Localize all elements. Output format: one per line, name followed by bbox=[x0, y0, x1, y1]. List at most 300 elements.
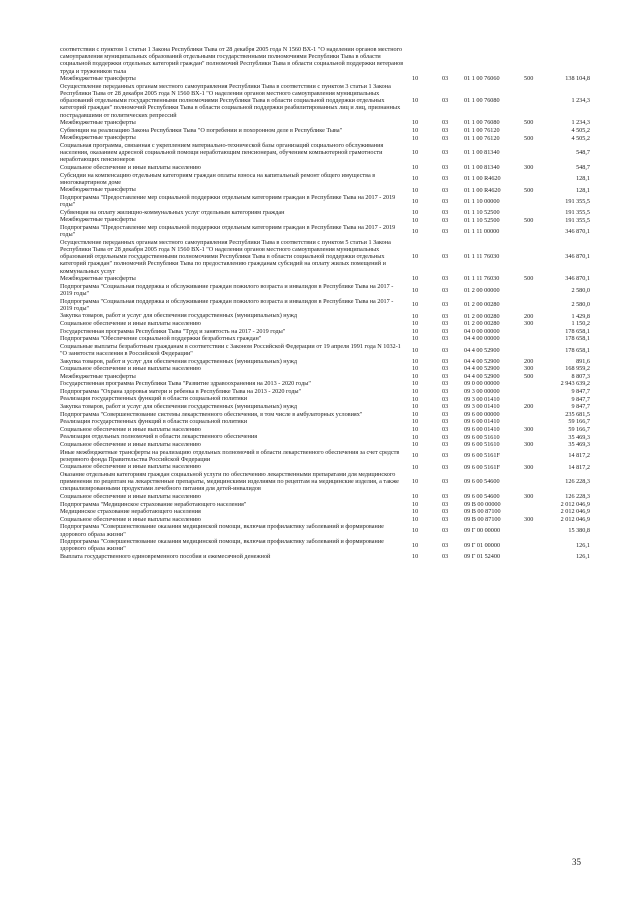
row-expense-type: 200 bbox=[524, 312, 534, 320]
row-expense-type: 500 bbox=[524, 119, 534, 127]
row-name: Подпрограмма "Медицинское страхование неработающего населения" bbox=[60, 500, 247, 508]
row-expense-type bbox=[524, 194, 552, 209]
row-name: Осуществление переданных органам местного самоуправления Республики Тыва в соответствии с пунктом 5 статьи 1 Закона Республики Тыва от 28 декабря 2005 года N 1560 ВХ-1 "О наделении органов местного самоуправления муниципальных образований отдельными государственными полномочиями Республики Тыва в области социальной поддержки отдельных категорий граждан" полномочий Республики Тыва по предоставлению гражданам субсидий на оплату жилых помещений и коммунальных услуг bbox=[60, 238, 391, 275]
row-amount: 891,6 bbox=[576, 357, 590, 365]
row-section: 10 bbox=[412, 527, 419, 535]
row-amount: 59 166,7 bbox=[568, 418, 590, 426]
row-section: 10 bbox=[412, 134, 419, 142]
table-row bbox=[60, 46, 590, 75]
row-expense-type bbox=[524, 298, 552, 313]
row-subsection: 03 bbox=[442, 197, 449, 205]
row-section: 10 bbox=[412, 164, 419, 172]
row-expense-type bbox=[524, 335, 552, 343]
row-subsection: 03 bbox=[442, 119, 449, 127]
row-subsection: 03 bbox=[442, 186, 449, 194]
row-amount: 235 681,5 bbox=[565, 410, 590, 418]
row-amount: 126 228,3 bbox=[565, 493, 590, 501]
row-target-code: 09 Г 00 00000 bbox=[464, 527, 501, 535]
row-subsection: 03 bbox=[442, 478, 449, 486]
row-expense-type bbox=[524, 471, 552, 493]
row-section: 10 bbox=[412, 380, 419, 388]
row-name: Оказание отдельным категориям граждан социальной услуги по обеспечению лекарственными препаратами для медицинского применения по рецептам на лекарственные препараты, медицинскими изделиями по рецептам на медицинские изделия, а также специализированными продуктами лечебного питания для детей-инвалидов bbox=[60, 471, 399, 493]
table-row bbox=[60, 186, 590, 194]
row-amount: 168 959,2 bbox=[565, 365, 590, 373]
row-amount: 4 505,2 bbox=[571, 126, 590, 134]
row-subsection: 03 bbox=[442, 418, 449, 426]
row-target-code: 09 6 00 51610 bbox=[464, 433, 500, 441]
row-amount: 138 104,8 bbox=[565, 75, 590, 83]
row-amount: 346 870,1 bbox=[565, 253, 590, 261]
row-name: Социальное обеспечение и иные выплаты населению bbox=[60, 515, 201, 523]
row-expense-type: 200 bbox=[524, 357, 534, 365]
row-expense-type: 500 bbox=[524, 134, 534, 142]
row-subsection: 03 bbox=[442, 208, 449, 216]
row-target-code: 01 1 00 76060 bbox=[464, 75, 500, 83]
row-name: Выплата государственного единовременного пособия и ежемесячной денежной bbox=[60, 553, 271, 560]
table-row bbox=[60, 224, 590, 239]
row-amount: 548,7 bbox=[576, 164, 590, 172]
row-amount: 4 505,2 bbox=[571, 134, 590, 142]
row-target-code: 01 1 10 52500 bbox=[464, 208, 500, 216]
row-section: 10 bbox=[412, 312, 419, 320]
row-name: Подпрограмма "Обеспечение социальной поддержки безработных граждан" bbox=[60, 335, 262, 343]
row-expense-type bbox=[524, 449, 552, 464]
row-amount: 178 658,1 bbox=[565, 346, 590, 354]
row-amount: 178 658,1 bbox=[565, 327, 590, 335]
row-amount: 9 847,7 bbox=[571, 403, 590, 411]
row-amount: 35 469,3 bbox=[568, 433, 590, 441]
row-target-code: 01 1 11 76030 bbox=[464, 275, 500, 283]
row-section: 10 bbox=[412, 346, 419, 354]
row-expense-type bbox=[524, 209, 552, 217]
row-amount: 178 658,1 bbox=[565, 335, 590, 343]
row-amount: 15 380,8 bbox=[568, 527, 590, 535]
row-target-code: 01 1 10 00000 bbox=[464, 197, 500, 205]
row-name: Подпрограмма "Предоставление мер социальной поддержки отдельным категориям граждан в Республике Тыва на 2017 - 2019 годы" bbox=[60, 193, 396, 209]
row-target-code: 09 3 00 01410 bbox=[464, 403, 500, 411]
row-section: 10 bbox=[412, 75, 419, 83]
row-subsection: 03 bbox=[442, 542, 449, 549]
budget-table-body bbox=[60, 46, 590, 561]
row-target-code: 01 1 00 76080 bbox=[464, 119, 500, 127]
row-target-code: 09 6 00 51610 bbox=[464, 441, 500, 449]
row-target-code: 01 1 00 76120 bbox=[464, 134, 500, 142]
row-subsection: 03 bbox=[442, 463, 449, 471]
row-section: 10 bbox=[412, 508, 419, 516]
row-subsection: 03 bbox=[442, 346, 449, 354]
table-row bbox=[60, 516, 590, 524]
row-subsection: 03 bbox=[442, 216, 449, 224]
row-expense-type: 300 bbox=[524, 516, 534, 523]
table-row bbox=[60, 538, 590, 553]
table-row bbox=[60, 335, 590, 343]
page-number: 35 bbox=[572, 857, 581, 867]
table-row bbox=[60, 164, 590, 172]
row-subsection: 03 bbox=[442, 493, 449, 501]
row-amount: 2 580,0 bbox=[571, 301, 590, 309]
row-subsection: 03 bbox=[442, 301, 449, 309]
row-amount: 35 469,3 bbox=[568, 441, 590, 449]
row-section: 10 bbox=[412, 253, 419, 261]
table-row bbox=[60, 418, 590, 426]
row-amount: 1 429,8 bbox=[571, 312, 590, 320]
row-target-code: 01 2 00 00280 bbox=[464, 301, 500, 309]
row-target-code: 04 4 00 00000 bbox=[464, 335, 500, 343]
row-name: соответствии с пунктом 1 статьи 1 Закона Республики Тыва от 28 декабря 2005 года N 1560 ВХ-1 "О наделении органов местного самоуправления муниципальных образований отдельными государственными полномочиями Республики Тыва в области социальной поддержки отдельных категорий граждан" полномочий Республики Тыва в области социальной поддержки ветеранов труда и тружеников тыла bbox=[60, 46, 404, 75]
table-row bbox=[60, 433, 590, 441]
row-target-code: 09 Г 01 52400 bbox=[464, 553, 501, 561]
row-amount: 128,1 bbox=[576, 186, 590, 194]
row-target-code: 01 1 00 R4620 bbox=[464, 175, 501, 183]
table-row bbox=[60, 403, 590, 411]
row-subsection: 03 bbox=[442, 149, 449, 157]
row-expense-type bbox=[524, 538, 552, 553]
table-row bbox=[60, 553, 590, 561]
row-subsection: 03 bbox=[442, 553, 449, 561]
row-section: 10 bbox=[412, 320, 419, 328]
row-amount: 14 817,2 bbox=[568, 463, 590, 471]
table-row bbox=[60, 395, 590, 403]
row-name: Реализация государственных функций в области социальной политики bbox=[60, 418, 248, 426]
table-row bbox=[60, 119, 590, 127]
row-subsection: 03 bbox=[442, 327, 449, 335]
row-subsection: 03 bbox=[442, 410, 449, 418]
table-row bbox=[60, 343, 590, 358]
table-row bbox=[60, 501, 590, 509]
row-amount: 1 234,3 bbox=[571, 119, 590, 127]
row-section: 10 bbox=[412, 126, 419, 134]
row-name: Закупка товаров, работ и услуг для обеспечения государственных (муниципальных) нужд bbox=[60, 312, 298, 320]
row-expense-type: 300 bbox=[524, 463, 534, 471]
row-section: 10 bbox=[412, 301, 419, 309]
row-amount: 2 012 046,9 bbox=[560, 500, 590, 508]
row-target-code: 01 1 00 81340 bbox=[464, 164, 500, 172]
row-amount: 8 807,3 bbox=[571, 372, 590, 380]
row-amount: 14 817,2 bbox=[568, 452, 590, 460]
row-amount: 128,1 bbox=[576, 175, 590, 183]
row-section bbox=[404, 46, 442, 75]
row-section: 10 bbox=[412, 395, 419, 403]
row-subsection: 03 bbox=[442, 175, 449, 183]
row-name: Подпрограмма "Социальная поддержка и обслуживание граждан пожилого возраста и инвалидов в Республике Тыва на 2017 - 2019 годы" bbox=[60, 297, 394, 312]
row-name: Межбюджетные трансферты bbox=[60, 186, 136, 194]
row-subsection: 03 bbox=[442, 365, 449, 373]
row-amount: 1 150,2 bbox=[571, 320, 590, 328]
row-section: 10 bbox=[412, 418, 419, 426]
row-target-code: 09 В 00 87100 bbox=[464, 516, 501, 523]
row-name: Осуществление переданных органам местного самоуправления Республики Тыва в соответствии с пунктом 3 статьи 1 Закона Республики Тыва от 28 декабря 2005 года N 1560 ВХ-1 "О наделении органов местного самоуправления муниципальных образований отдельными государственными полномочиями Республики Тыва в области социальной поддержки отдельных категорий граждан" полномочий Республики Тыва в области социальной поддержки реабилитированных лиц и лиц, признанных пострадавшими от политических репрессий bbox=[60, 82, 401, 119]
table-row bbox=[60, 239, 590, 275]
row-expense-type bbox=[524, 239, 552, 275]
row-name: Межбюджетные трансферты bbox=[60, 275, 136, 283]
row-target-code: 09 3 00 00000 bbox=[464, 388, 500, 396]
row-section: 10 bbox=[412, 365, 419, 373]
row-section: 10 bbox=[412, 216, 419, 224]
row-amount: 2 580,0 bbox=[571, 286, 590, 294]
table-row bbox=[60, 312, 590, 320]
row-name: Субвенция на оплату жилищно-коммунальных услуг отдельным категориям граждан bbox=[60, 208, 285, 216]
row-amount: 126,1 bbox=[576, 553, 590, 561]
row-amount: 548,7 bbox=[576, 149, 590, 157]
table-row bbox=[60, 298, 590, 313]
row-expense-type: 300 bbox=[524, 493, 534, 501]
row-subsection: 03 bbox=[442, 126, 449, 134]
row-subsection: 03 bbox=[442, 227, 449, 235]
row-target-code: 04 0 00 00000 bbox=[464, 327, 500, 335]
row-subsection: 03 bbox=[442, 395, 449, 403]
row-subsection: 03 bbox=[442, 164, 449, 172]
row-target-code: 01 1 00 76120 bbox=[464, 126, 500, 134]
row-target-code: 09 В 00 87100 bbox=[464, 508, 501, 516]
row-amount: 126 228,3 bbox=[565, 478, 590, 486]
table-row bbox=[60, 209, 590, 217]
row-name: Субвенции на реализацию Закона Республики Тыва "О погребении и похоронном деле в Республике Тыва" bbox=[60, 126, 343, 134]
row-section: 10 bbox=[412, 186, 419, 194]
row-expense-type bbox=[524, 172, 552, 187]
row-expense-type bbox=[524, 127, 552, 135]
row-name: Межбюджетные трансферты bbox=[60, 75, 136, 83]
row-expense-type: 200 bbox=[524, 403, 534, 411]
table-row bbox=[60, 328, 590, 336]
row-subsection: 03 bbox=[442, 380, 449, 388]
table-row bbox=[60, 441, 590, 449]
row-name: Социальное обеспечение и иные выплаты населению bbox=[60, 425, 201, 433]
row-expense-type: 500 bbox=[524, 75, 534, 83]
table-row bbox=[60, 523, 590, 538]
row-target-code bbox=[464, 46, 524, 75]
row-subsection: 03 bbox=[442, 426, 449, 434]
row-name: Подпрограмма "Совершенствование оказания медицинской помощи, включая профилактику заболеваний и формирование здорового образа жизни" bbox=[60, 538, 384, 553]
table-row bbox=[60, 388, 590, 396]
row-subsection bbox=[442, 46, 464, 75]
row-section: 10 bbox=[412, 441, 419, 449]
row-section: 10 bbox=[412, 197, 419, 205]
row-target-code: 09 В 00 00000 bbox=[464, 500, 501, 508]
row-expense-type: 300 bbox=[524, 164, 534, 172]
row-amount: 346 870,1 bbox=[565, 275, 590, 283]
row-section: 10 bbox=[412, 388, 419, 396]
row-section: 10 bbox=[412, 275, 419, 283]
row-amount: 191 355,5 bbox=[565, 197, 590, 205]
row-section: 10 bbox=[412, 119, 419, 127]
row-name: Закупка товаров, работ и услуг для обеспечения государственных (муниципальных) нужд bbox=[60, 357, 298, 365]
row-target-code: 01 2 00 00280 bbox=[464, 312, 500, 320]
table-row bbox=[60, 75, 590, 83]
row-expense-type bbox=[524, 501, 552, 509]
row-name: Межбюджетные трансферты bbox=[60, 134, 136, 142]
row-name: Социальное обеспечение и иные выплаты населению bbox=[60, 365, 201, 373]
row-target-code: 09 6 00 54600 bbox=[464, 478, 500, 486]
table-row bbox=[60, 471, 590, 493]
row-expense-type: 500 bbox=[524, 186, 534, 194]
row-expense-type bbox=[524, 83, 552, 119]
table-row bbox=[60, 411, 590, 419]
row-expense-type bbox=[524, 224, 552, 239]
row-subsection: 03 bbox=[442, 335, 449, 343]
row-target-code: 09 6 00 00000 bbox=[464, 410, 500, 418]
row-name: Подпрограмма "Социальная поддержка и обслуживание граждан пожилого возраста и инвалидов в Республике Тыва на 2017 - 2019 годы" bbox=[60, 282, 394, 297]
row-subsection: 03 bbox=[442, 441, 449, 449]
row-name: Подпрограмма "Предоставление мер социальной поддержки отдельным категориям граждан в Республике Тыва на 2017 - 2019 годы" bbox=[60, 223, 396, 239]
row-subsection: 03 bbox=[442, 388, 449, 396]
row-name: Межбюджетные трансферты bbox=[60, 372, 136, 380]
row-expense-type bbox=[524, 433, 552, 441]
row-section: 10 bbox=[412, 149, 419, 157]
budget-table bbox=[60, 46, 590, 561]
table-row bbox=[60, 127, 590, 135]
row-target-code: 09 6 00 5161F bbox=[464, 463, 500, 471]
row-section: 10 bbox=[412, 463, 419, 471]
row-target-code: 01 2 00 00000 bbox=[464, 286, 500, 294]
table-row bbox=[60, 194, 590, 209]
row-target-code: 09 6 00 01410 bbox=[464, 418, 500, 426]
row-section: 10 bbox=[412, 433, 419, 441]
row-expense-type: 500 bbox=[524, 216, 534, 224]
table-row bbox=[60, 426, 590, 434]
row-expense-type bbox=[524, 380, 552, 388]
row-target-code: 01 2 00 00280 bbox=[464, 320, 500, 328]
row-name: Социальное обеспечение и иные выплаты населению bbox=[60, 441, 201, 449]
row-section: 10 bbox=[412, 493, 419, 501]
row-subsection: 03 bbox=[442, 75, 449, 83]
row-section: 10 bbox=[412, 286, 419, 294]
row-subsection: 03 bbox=[442, 372, 449, 380]
row-target-code: 09 3 00 01410 bbox=[464, 395, 500, 403]
row-subsection: 03 bbox=[442, 403, 449, 411]
row-name: Подпрограмма "Совершенствование системы лекарственного обеспечения, в том числе в амбулаторных условиях" bbox=[60, 410, 363, 418]
row-amount: 2 012 046,9 bbox=[560, 508, 590, 516]
row-section: 10 bbox=[412, 357, 419, 365]
row-target-code: 01 1 00 76080 bbox=[464, 97, 500, 105]
document-page bbox=[60, 46, 590, 561]
row-name: Социальные выплаты безработным гражданам в соответствии с Законом Российской Федерации от 19 апреля 1991 года N 1032-1 "О занятости населения в Российской Федерации" bbox=[60, 342, 401, 357]
row-amount: 191 355,5 bbox=[565, 208, 590, 216]
row-subsection: 03 bbox=[442, 516, 449, 523]
row-name: Социальное обеспечение и иные выплаты населению bbox=[60, 493, 201, 501]
row-section: 10 bbox=[412, 452, 419, 460]
row-target-code: 09 6 00 5161F bbox=[464, 452, 500, 460]
row-subsection: 03 bbox=[442, 357, 449, 365]
row-name: Социальная программа, связанная с укреплением материально-технической базы организаций социального обслуживания населения, оказанием адресной социальной помощи неработающим пенсионерам, обучением компьютерной грамотности неработающих пенсионеров bbox=[60, 141, 384, 164]
row-section: 10 bbox=[412, 175, 419, 183]
row-amount bbox=[552, 46, 590, 75]
table-row bbox=[60, 275, 590, 283]
table-row bbox=[60, 365, 590, 373]
row-section: 10 bbox=[412, 372, 419, 380]
row-name: Государственная программа Республики Тыва "Труд и занятость на 2017 - 2019 годы" bbox=[60, 327, 286, 335]
row-name: Социальное обеспечение и иные выплаты населению bbox=[60, 163, 201, 171]
row-target-code: 04 4 00 52900 bbox=[464, 346, 500, 354]
row-section: 10 bbox=[412, 97, 419, 105]
row-section: 10 bbox=[412, 403, 419, 411]
row-expense-type bbox=[524, 142, 552, 164]
row-subsection: 03 bbox=[442, 275, 449, 283]
row-expense-type bbox=[524, 388, 552, 396]
row-name: Социальное обеспечение и иные выплаты населению bbox=[60, 319, 201, 327]
row-expense-type bbox=[524, 523, 552, 538]
row-section: 10 bbox=[412, 327, 419, 335]
row-name: Межбюджетные трансферты bbox=[60, 216, 136, 224]
row-section: 10 bbox=[412, 516, 419, 523]
row-expense-type: 300 bbox=[524, 441, 534, 449]
table-row bbox=[60, 142, 590, 164]
row-name: Подпрограмма "Охрана здоровья матери и ребенка в Республике Тыва на 2013 - 2020 годы" bbox=[60, 387, 302, 395]
row-expense-type bbox=[524, 328, 552, 336]
row-target-code: 01 1 00 R4620 bbox=[464, 186, 501, 194]
row-section: 10 bbox=[412, 335, 419, 343]
table-row bbox=[60, 380, 590, 388]
row-expense-type bbox=[524, 283, 552, 298]
row-subsection: 03 bbox=[442, 134, 449, 142]
row-target-code: 01 1 00 81340 bbox=[464, 149, 500, 157]
row-amount: 9 847,7 bbox=[571, 395, 590, 403]
row-expense-type: 300 bbox=[524, 320, 534, 328]
row-name: Социальное обеспечение и иные выплаты населению bbox=[60, 463, 201, 471]
table-row bbox=[60, 216, 590, 224]
row-target-code: 09 Г 01 00000 bbox=[464, 542, 501, 549]
row-amount: 9 847,7 bbox=[571, 388, 590, 396]
table-row bbox=[60, 283, 590, 298]
row-section: 10 bbox=[412, 227, 419, 235]
row-name: Реализация отдельных полномочий в области лекарственного обеспечения bbox=[60, 433, 258, 441]
row-name: Иные межбюджетные трансферты на реализацию отдельных полномочий в области лекарственного обеспечения за счет средств резервного фонда Правительства Российской Федерации bbox=[60, 448, 400, 463]
row-name: Подпрограмма "Совершенствование оказания медицинской помощи, включая профилактику заболеваний и формирование здорового образа жизни" bbox=[60, 523, 384, 538]
row-name: Реализация государственных функций в области социальной политики bbox=[60, 395, 248, 403]
row-target-code: 01 1 11 76030 bbox=[464, 253, 500, 261]
row-expense-type bbox=[524, 418, 552, 426]
row-expense-type: 300 bbox=[524, 426, 534, 434]
row-section: 10 bbox=[412, 542, 419, 549]
row-target-code: 04 4 00 52900 bbox=[464, 365, 500, 373]
row-section: 10 bbox=[412, 553, 419, 561]
table-row bbox=[60, 493, 590, 501]
row-section: 10 bbox=[412, 500, 419, 508]
row-target-code: 09 6 00 01410 bbox=[464, 426, 500, 434]
table-row bbox=[60, 134, 590, 142]
row-name: Межбюджетные трансферты bbox=[60, 119, 136, 127]
row-subsection: 03 bbox=[442, 508, 449, 516]
row-subsection: 03 bbox=[442, 452, 449, 460]
row-target-code: 09 6 00 54600 bbox=[464, 493, 500, 501]
row-subsection: 03 bbox=[442, 312, 449, 320]
row-expense-type bbox=[524, 411, 552, 419]
row-subsection: 03 bbox=[442, 320, 449, 328]
row-subsection: 03 bbox=[442, 500, 449, 508]
row-expense-type bbox=[524, 46, 552, 75]
row-amount: 1 234,3 bbox=[571, 97, 590, 105]
row-section: 10 bbox=[412, 208, 419, 216]
row-subsection: 03 bbox=[442, 97, 449, 105]
table-row bbox=[60, 358, 590, 366]
row-expense-type: 500 bbox=[524, 372, 534, 380]
row-amount: 346 870,1 bbox=[565, 227, 590, 235]
table-row bbox=[60, 83, 590, 119]
row-amount: 2 012 046,9 bbox=[560, 516, 590, 523]
table-row bbox=[60, 373, 590, 381]
row-section: 10 bbox=[412, 410, 419, 418]
table-row bbox=[60, 463, 590, 471]
row-subsection: 03 bbox=[442, 253, 449, 261]
row-name: Закупка товаров, работ и услуг для обеспечения государственных (муниципальных) нужд bbox=[60, 403, 298, 411]
row-target-code: 09 0 00 00000 bbox=[464, 380, 500, 388]
row-amount: 59 166,7 bbox=[568, 426, 590, 434]
table-row bbox=[60, 449, 590, 464]
row-subsection: 03 bbox=[442, 286, 449, 294]
row-expense-type: 500 bbox=[524, 275, 534, 283]
row-target-code: 01 1 11 00000 bbox=[464, 227, 500, 235]
row-amount: 191 355,5 bbox=[565, 216, 590, 224]
row-target-code: 04 4 00 52900 bbox=[464, 357, 500, 365]
